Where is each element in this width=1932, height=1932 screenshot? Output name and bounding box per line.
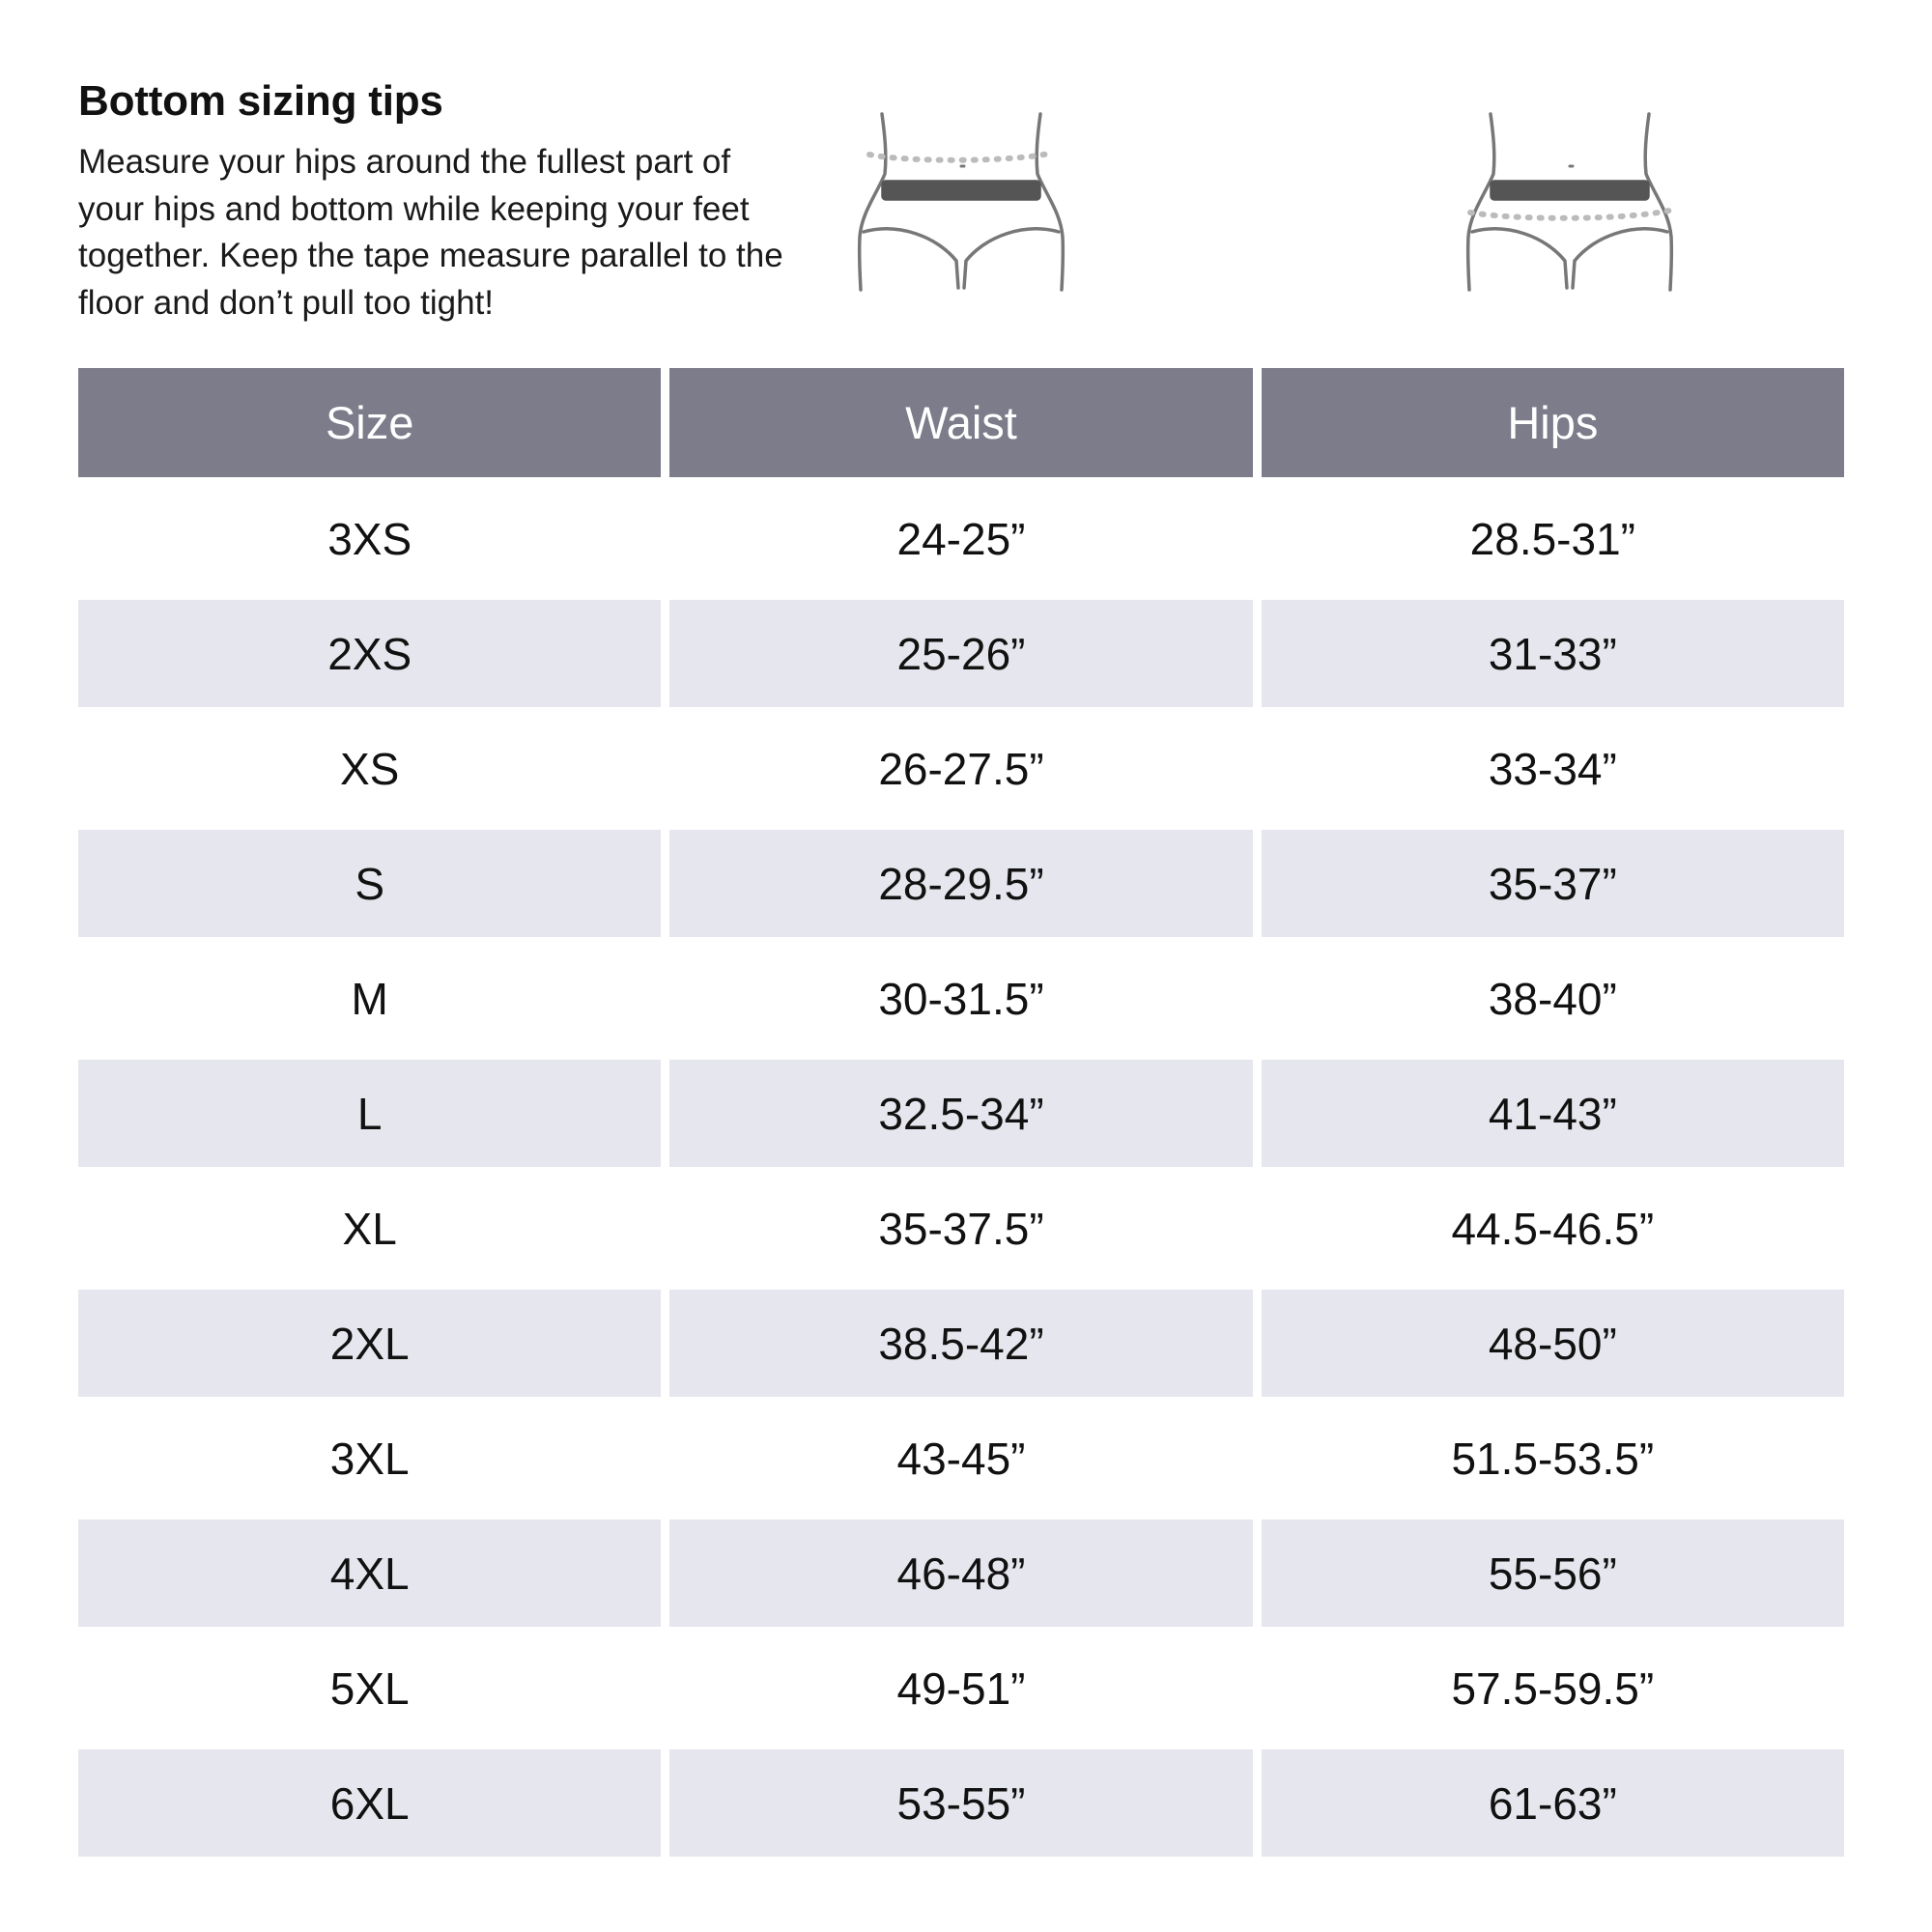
sizing-tips bbox=[78, 77, 793, 327]
waist-cell: 24-25” bbox=[669, 477, 1252, 592]
hips-cell: 61-63” bbox=[1262, 1742, 1844, 1857]
size-cell: 2XL bbox=[78, 1282, 661, 1397]
table-row bbox=[78, 822, 1844, 937]
hips-cell: 44.5-46.5” bbox=[1262, 1167, 1844, 1282]
size-cell: M bbox=[78, 937, 661, 1052]
hips-cell: 48-50” bbox=[1262, 1282, 1844, 1397]
column-header-size: Size bbox=[78, 368, 661, 477]
hips-cell: 51.5-53.5” bbox=[1262, 1397, 1844, 1512]
size-chart-table bbox=[70, 368, 1853, 1857]
size-cell: 4XL bbox=[78, 1512, 661, 1627]
waist-cell: 28-29.5” bbox=[669, 822, 1252, 937]
size-cell: 3XS bbox=[78, 477, 661, 592]
size-cell: 3XL bbox=[78, 1397, 661, 1512]
size-cell: 2XS bbox=[78, 592, 661, 707]
size-cell: XS bbox=[78, 707, 661, 822]
column-header-waist: Waist bbox=[669, 368, 1252, 477]
waist-cell: 30-31.5” bbox=[669, 937, 1252, 1052]
hips-cell: 57.5-59.5” bbox=[1262, 1627, 1844, 1742]
table-row bbox=[78, 592, 1844, 707]
waist-cell: 49-51” bbox=[669, 1627, 1252, 1742]
waist-cell: 26-27.5” bbox=[669, 707, 1252, 822]
size-cell: L bbox=[78, 1052, 661, 1167]
hips-cell: 38-40” bbox=[1262, 937, 1844, 1052]
waist-measure-icon bbox=[850, 106, 1072, 309]
table-row bbox=[78, 707, 1844, 822]
waist-cell: 32.5-34” bbox=[669, 1052, 1252, 1167]
hips-cell: 35-37” bbox=[1262, 822, 1844, 937]
table-row bbox=[78, 1397, 1844, 1512]
waist-cell: 35-37.5” bbox=[669, 1167, 1252, 1282]
page-title: Bottom sizing tips bbox=[78, 77, 443, 125]
table-row bbox=[78, 1627, 1844, 1742]
hips-cell: 55-56” bbox=[1262, 1512, 1844, 1627]
table-header-row bbox=[78, 368, 1844, 477]
hips-cell: 41-43” bbox=[1262, 1052, 1844, 1167]
size-cell: S bbox=[78, 822, 661, 937]
hips-cell: 31-33” bbox=[1262, 592, 1844, 707]
size-cell: XL bbox=[78, 1167, 661, 1282]
size-cell: 6XL bbox=[78, 1742, 661, 1857]
waist-cell: 38.5-42” bbox=[669, 1282, 1252, 1397]
column-header-hips: Hips bbox=[1262, 368, 1844, 477]
hips-cell: 28.5-31” bbox=[1262, 477, 1844, 592]
table-row bbox=[78, 1512, 1844, 1627]
table-row bbox=[78, 477, 1844, 592]
hips-cell: 33-34” bbox=[1262, 707, 1844, 822]
waist-cell: 53-55” bbox=[669, 1742, 1252, 1857]
table-row bbox=[78, 1742, 1844, 1857]
table-row bbox=[78, 937, 1844, 1052]
table-row bbox=[78, 1282, 1844, 1397]
size-cell: 5XL bbox=[78, 1627, 661, 1742]
waist-cell: 43-45” bbox=[669, 1397, 1252, 1512]
hips-measure-icon bbox=[1459, 106, 1681, 309]
table-row bbox=[78, 1167, 1844, 1282]
sizing-instructions: Measure your hips around the fullest part of your hips and bottom while keeping your feet together. Keep the tape measure parallel to the floor and don’t pull too tight! bbox=[78, 143, 783, 322]
waist-cell: 25-26” bbox=[669, 592, 1252, 707]
waist-cell: 46-48” bbox=[669, 1512, 1252, 1627]
table-row bbox=[78, 1052, 1844, 1167]
